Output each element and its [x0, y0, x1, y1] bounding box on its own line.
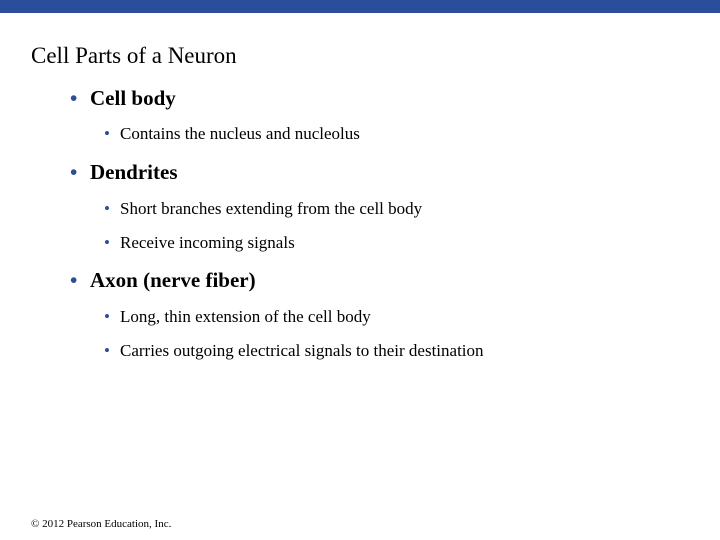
bullet-item-dendrites	[70, 159, 178, 185]
bullet-icon: •	[104, 307, 110, 326]
bullet-label: Dendrites	[90, 160, 178, 184]
bullet-label: Axon (nerve fiber)	[90, 268, 256, 292]
sub-bullet-label: Carries outgoing electrical signals to their destination	[120, 341, 484, 360]
sub-bullet-item	[104, 123, 360, 145]
copyright-footer: © 2012 Pearson Education, Inc.	[31, 518, 172, 530]
sub-bullet-label: Receive incoming signals	[120, 233, 295, 252]
bullet-icon: •	[104, 341, 110, 360]
bullet-item-axon	[70, 267, 256, 293]
slide-title: Cell Parts of a Neuron	[31, 43, 237, 68]
sub-bullet-label: Short branches extending from the cell body	[120, 199, 423, 218]
sub-bullet-item	[104, 340, 484, 362]
bullet-icon: •	[104, 233, 110, 252]
bullet-icon: •	[104, 124, 110, 143]
sub-bullet-item	[104, 232, 295, 254]
bullet-icon: •	[70, 86, 78, 110]
sub-bullet-item	[104, 306, 371, 328]
bullet-item-cell-body	[70, 85, 176, 111]
bullet-icon: •	[70, 268, 78, 292]
sub-bullet-item	[104, 198, 422, 220]
sub-bullet-label: Contains the nucleus and nucleolus	[120, 124, 360, 143]
bullet-label: Cell body	[90, 86, 176, 110]
bullet-icon: •	[70, 160, 78, 184]
bullet-icon: •	[104, 199, 110, 218]
sub-bullet-label: Long, thin extension of the cell body	[120, 307, 371, 326]
